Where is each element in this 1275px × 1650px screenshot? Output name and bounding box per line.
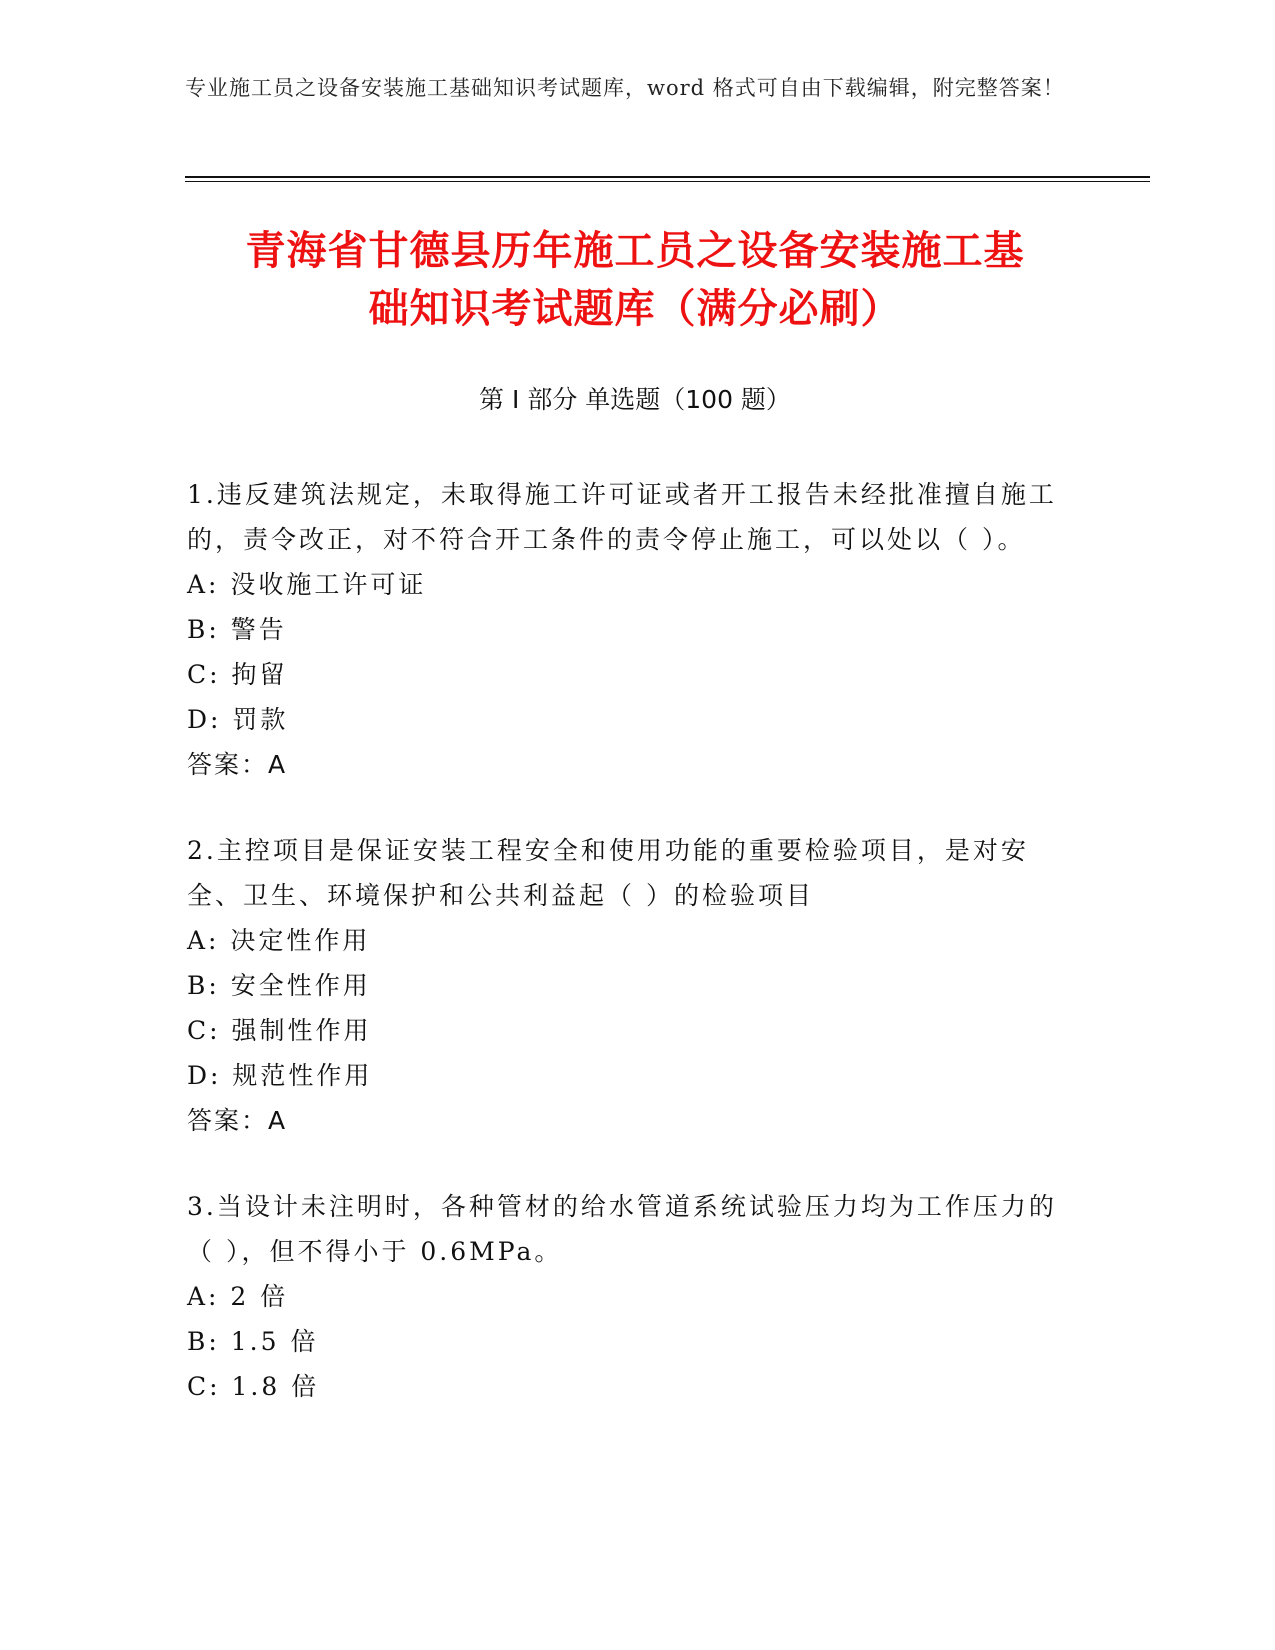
question-stem: 1.违反建筑法规定，未取得施工许可证或者开工报告未经批准擅自施工的，责令改正，对不符合开工条件的责令停止施工，可以处以（ ）。 xyxy=(187,480,1057,554)
section-title: 第 I 部分 单选题（100 题） xyxy=(479,385,791,414)
option-c: C: 强制性作用 xyxy=(187,1016,372,1045)
option-b: B: 警告 xyxy=(187,615,287,644)
question-3 xyxy=(187,1184,1067,1409)
answer: 答案：A xyxy=(187,750,288,779)
question-2 xyxy=(187,828,1067,1144)
option-d: D: 规范性作用 xyxy=(187,1061,373,1090)
option-d: D: 罚款 xyxy=(187,705,289,734)
document-title-line-1: 青海省甘德县历年施工员之设备安装施工基 xyxy=(245,228,1025,274)
option-a: A: 决定性作用 xyxy=(187,926,371,955)
question-list xyxy=(187,472,1067,1449)
option-a: A: 2 倍 xyxy=(187,1282,289,1311)
header-divider-thin xyxy=(185,181,1150,182)
option-b: B: 安全性作用 xyxy=(187,971,371,1000)
question-1 xyxy=(187,472,1067,788)
header-divider-thick xyxy=(185,176,1150,178)
answer: 答案：A xyxy=(187,1106,288,1135)
document-title xyxy=(185,222,1085,338)
question-stem: 2.主控项目是保证安装工程安全和使用功能的重要检验项目，是对安全、卫生、环境保护和公共利益起（ ）的检验项目 xyxy=(187,836,1029,910)
option-b: B: 1.5 倍 xyxy=(187,1327,319,1356)
document-title-line-2: 础知识考试题库（满分必刷） xyxy=(368,286,902,332)
question-stem: 3.当设计未注明时，各种管材的给水管道系统试验压力均为工作压力的（ ），但不得小于 0.6MPa。 xyxy=(187,1192,1057,1266)
option-c: C: 1.8 倍 xyxy=(187,1372,320,1401)
option-c: C: 拘留 xyxy=(187,660,288,689)
header-note: 专业施工员之设备安装施工基础知识考试题库，word 格式可自由下载编辑，附完整答案！ xyxy=(185,76,1065,100)
option-a: A: 没收施工许可证 xyxy=(187,570,427,599)
